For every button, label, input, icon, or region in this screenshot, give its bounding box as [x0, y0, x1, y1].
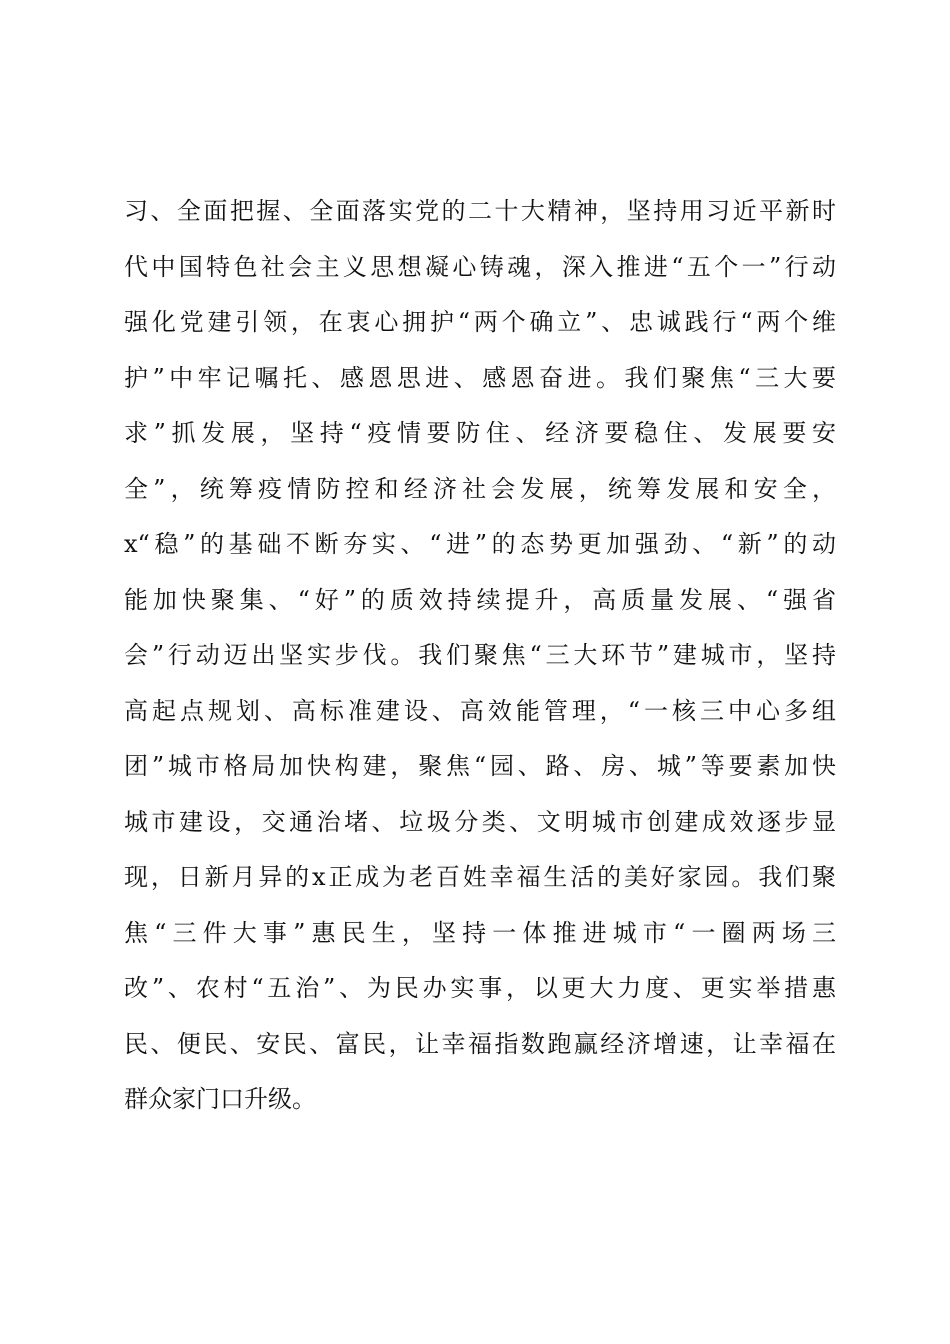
text-line: 护”中牢记嘱托、感恩思进、感恩奋进。我们聚焦“三大要 — [124, 363, 836, 392]
text-line: 能加快聚集、“好”的质效持续提升，高质量发展、“强省 — [124, 585, 836, 614]
text-line: 城市建设，交通治堵、垃圾分类、文明城市创建成效逐步显 — [124, 807, 836, 836]
text-line: 团”城市格局加快构建，聚焦“园、路、房、城”等要素加快 — [124, 752, 836, 780]
text-line: 焦“三件大事”惠民生，坚持一体推进城市“一圈两场三 — [124, 918, 836, 947]
text-line: 全”，统筹疫情防控和经济社会发展，统筹发展和安全， — [124, 474, 836, 503]
text-line: x“稳”的基础不断夯实、“进”的态势更加强劲、“新”的动 — [124, 530, 836, 558]
text-line: 改”、农村“五治”、为民办实事，以更大力度、更实举措惠 — [124, 974, 836, 1002]
text-line: 现，日新月异的x正成为老百姓幸福生活的美好家园。我们聚 — [124, 863, 836, 891]
text-line: 会”行动迈出坚实步伐。我们聚焦“三大环节”建城市，坚持 — [124, 641, 836, 669]
text-line: 求”抓发展，坚持“疫情要防住、经济要稳住、发展要安 — [124, 419, 836, 447]
text-line: 高起点规划、高标准建设、高效能管理，“一核三中心多组 — [124, 696, 836, 725]
text-line: 代中国特色社会主义思想凝心铸魂，深入推进“五个一”行动 — [124, 252, 836, 281]
text-line: 习、全面把握、全面落实党的二十大精神，坚持用习近平新时 — [124, 197, 836, 225]
text-line-last: 群众家门口升级。 — [124, 1085, 316, 1113]
text-line: 强化党建引领，在衷心拥护“两个确立”、忠诚践行“两个维 — [124, 308, 836, 336]
text-line: 民、便民、安民、富民，让幸福指数跑赢经济增速，让幸福在 — [124, 1029, 836, 1058]
body-paragraph — [124, 184, 836, 1128]
